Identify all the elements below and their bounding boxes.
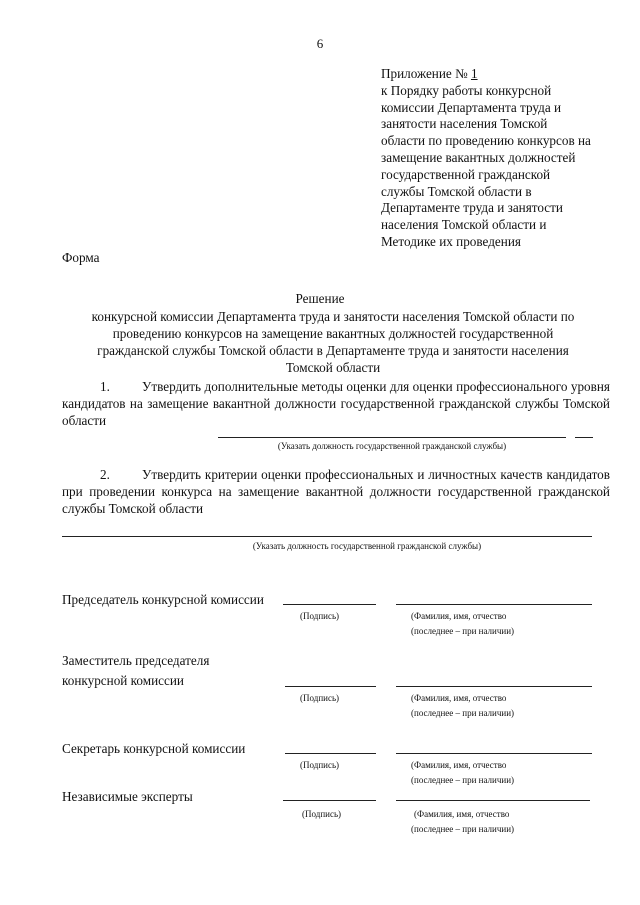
secretary-name-caption-2: (последнее – при наличии): [411, 775, 515, 785]
appendix-line: области по проведению конкурсов на: [381, 133, 591, 149]
appendix-line: к Порядку работы конкурсной: [381, 82, 552, 98]
secretary-name-caption-1: (Фамилия, имя, отчество: [411, 760, 507, 770]
experts-name-caption-1: (Фамилия, имя, отчество: [414, 809, 510, 819]
chairman-sign-line: [283, 604, 376, 605]
appendix-block: [381, 66, 631, 251]
item-1-number: 1.: [100, 379, 110, 394]
experts-name-line: [396, 800, 590, 801]
appendix-line: Департаменте труда и занятости: [381, 200, 563, 216]
page-number: 6: [316, 36, 324, 51]
secretary-name-line: [396, 753, 592, 754]
appendix-line: Методике их проведения: [381, 233, 521, 249]
appendix-line: замещение вакантных должностей: [381, 149, 576, 165]
form-label: Форма: [62, 250, 100, 265]
appendix-title: [381, 66, 631, 83]
decision-title: Решение: [295, 291, 345, 306]
deputy-name-caption-2: (последнее – при наличии): [411, 708, 515, 718]
deputy-name-caption-1: (Фамилия, имя, отчество: [411, 693, 507, 703]
secretary-sign-caption: (Подпись): [300, 760, 340, 770]
experts-sign-line: [283, 800, 376, 801]
item-2-position-line: [62, 536, 592, 537]
appendix-line: занятости населения Томской: [381, 116, 548, 132]
item-1-line-tail: [575, 437, 593, 438]
experts-name-caption-2: (последнее – при наличии): [411, 824, 515, 834]
item-1-caption: (Указать должность государственной гражданской службы): [277, 441, 507, 451]
chairman-label: Председатель конкурсной комиссии: [62, 592, 264, 607]
appendix-line: комиссии Департамента труда и: [381, 99, 562, 115]
appendix-title-prefix: Приложение №: [381, 66, 471, 81]
secretary-label: Секретарь конкурсной комиссии: [62, 741, 246, 756]
decision-subtitle: конкурсной комиссии Департамента труда и занятости населения Томской области по проведению конкурсов на замещение вакантных должностей государственной гражданской службы Томской области в Департаменте труда и занятости населения Томской области: [91, 309, 575, 375]
chairman-sign-caption: (Подпись): [300, 611, 340, 621]
experts-label: Независимые эксперты: [62, 789, 193, 804]
deputy-label-line-1: Заместитель председателя: [62, 653, 210, 668]
chairman-name-caption-2: (последнее – при наличии): [411, 626, 515, 636]
item-2-caption: (Указать должность государственной гражданской службы): [252, 541, 482, 551]
experts-sign-caption: (Подпись): [302, 809, 342, 819]
deputy-sign-line: [285, 686, 376, 687]
secretary-sign-line: [285, 753, 376, 754]
item-2-number: 2.: [100, 467, 110, 482]
chairman-name-line: [396, 604, 592, 605]
appendix-line: службы Томской области в: [381, 183, 532, 199]
deputy-name-line: [396, 686, 592, 687]
appendix-line: населения Томской области и: [381, 217, 547, 233]
item-1: [62, 378, 610, 429]
chairman-name-caption-1: (Фамилия, имя, отчество: [411, 611, 507, 621]
deputy-sign-caption: (Подпись): [300, 693, 340, 703]
deputy-label-line-2: конкурсной комиссии: [62, 673, 184, 688]
item-1-position-line: [218, 437, 566, 438]
item-1-text: Утвердить дополнительные методы оценки для оценки профессионального уровня кандидатов на замещение вакантной должности государственной гражданской службы Томской области: [62, 379, 610, 428]
item-2: [62, 466, 610, 517]
appendix-line: государственной гражданской: [381, 166, 551, 182]
item-2-text: Утвердить критерии оценки профессиональных и личностных качеств кандидатов при проведении конкурса на замещение вакантной должности государственной гражданской службы Томской области: [62, 467, 610, 516]
appendix-number: 1: [470, 66, 478, 81]
